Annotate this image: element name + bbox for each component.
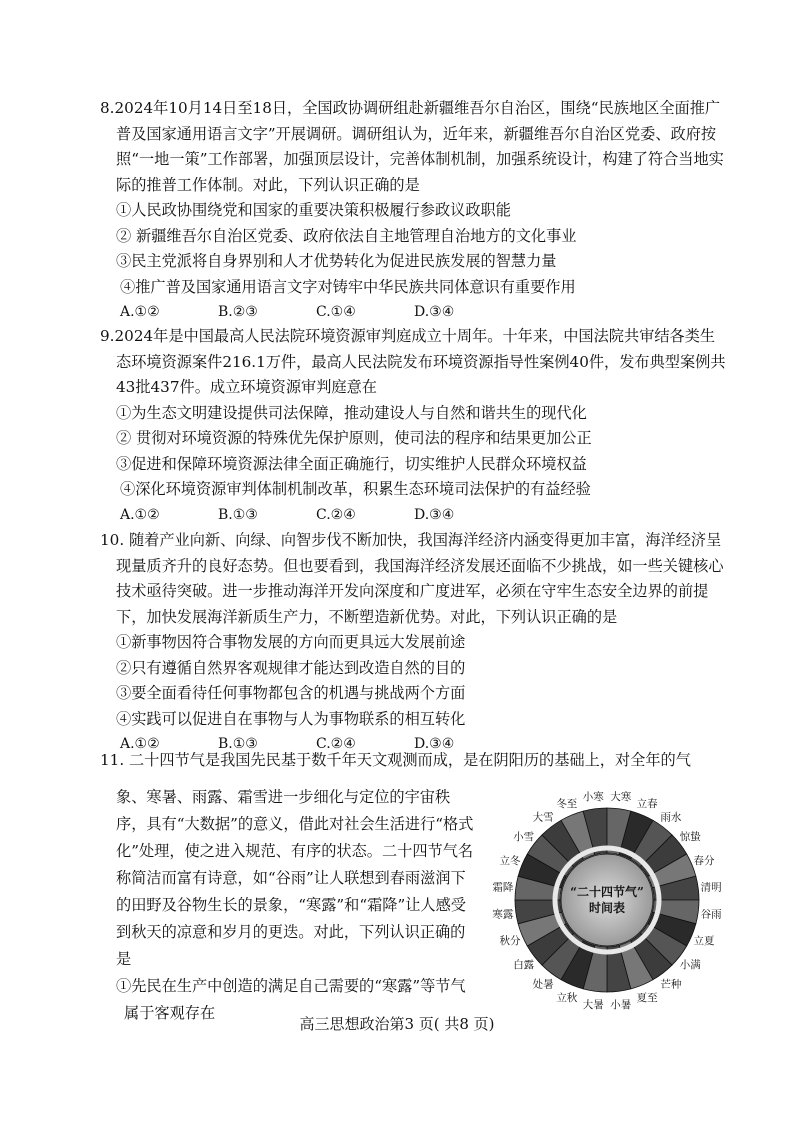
question-10 <box>100 528 730 758</box>
wheel-term-label: 大雪 <box>532 811 554 824</box>
wheel-term-label: 雨水 <box>660 811 682 824</box>
page-footer: 高三思想政治第3 页( 共8 页) <box>299 1015 495 1033</box>
wheel-term-label: 芒种 <box>660 978 682 991</box>
q8-option-4: ④推广普及国家通用语言文字对铸牢中华民族共同体意识有重要作用 <box>120 277 576 296</box>
wheel-term-label: 霜降 <box>492 881 514 894</box>
q11-stem-line1: 11. 二十四节气是我国先民基于数千年天文观测而成，是在阴阳历的基础上，对全年的气 <box>100 751 691 769</box>
wheel-term-label: 小满 <box>679 958 701 971</box>
q8-option-3: ③民主党派将自身界别和人才优势转化为促进民族发展的智慧力量 <box>116 252 557 270</box>
q8-option-2: ② 新疆维吾尔自治区党委、政府依法自主地管理自治地方的文化事业 <box>116 226 577 245</box>
wheel-center-title: “二十四节气” <box>570 885 644 899</box>
wheel-term-label: 惊蛰 <box>679 831 701 844</box>
wheel-term-label: 大暑 <box>582 999 604 1010</box>
question-8 <box>100 96 730 326</box>
q8-choices <box>100 300 730 326</box>
wheel-term-label: 立夏 <box>693 935 715 948</box>
wheel-term-label: 春分 <box>693 854 715 867</box>
wheel-term-label: 处暑 <box>532 978 554 991</box>
q8-option-1: ①人民政协围绕党和国家的重要决策积极履行参政议政职能 <box>116 201 511 219</box>
q10-option-1: ①新事物因符合事物发展的方向而更具远大发展前途 <box>116 633 466 651</box>
q9-option-4: ④深化环境资源审判体制机制改革，积累生态环境司法保护的有益经验 <box>120 480 591 498</box>
wheel-term-label: 立秋 <box>556 992 578 1005</box>
wheel-center <box>561 854 653 946</box>
wheel-term-label: 大寒 <box>610 790 632 803</box>
wheel-term-label: 立冬 <box>499 854 521 867</box>
q9-option-1: ①为生态文明建设提供司法保障，推动建设人与自然和谐共生的现代化 <box>116 403 587 422</box>
wheel-term-label: 白露 <box>513 958 535 971</box>
q9-choice-c: C.②④ <box>316 506 356 523</box>
q9-choice-a: A.①② <box>120 506 160 523</box>
q11-stem-rest: 象、寒暑、雨露、霜雪进一步细化与定位的宇宙秩序，具有“大数据”的意义，借此对社会生活进行“格式化”处理，使之进入规范、有序的状态。二十四节气名称简洁而富有诗意，如“谷雨”让人联想到春雨滋润下的田野及谷物生长的景象，“寒露”和“霜降”让人感受到秋天的凉意和岁月的更迭。对此，下列认识正确的是 <box>116 788 474 968</box>
q9-choices <box>100 503 730 529</box>
q10-choice-c: C.②④ <box>316 736 356 752</box>
wheel-term-label: 夏至 <box>636 992 658 1005</box>
wheel-term-label: 小暑 <box>610 999 632 1010</box>
wheel-term-label: 谷雨 <box>700 908 722 921</box>
q10-choice-d: D.③④ <box>414 736 455 752</box>
q9-choice-d: D.③④ <box>414 506 455 523</box>
wheel-term-label: 清明 <box>700 881 722 894</box>
wheel-center-subtitle: 时间表 <box>588 901 626 915</box>
q9-stem: 9.2024年是中国最高人民法院环境资源审判庭成立十周年。十年来，中国法院共审结各类生态环境资源案件216.1万件，最高人民法院发布环境资源指导性案例40件，发布典型案例共43批437件。成立环境资源审判庭意在 <box>100 327 726 396</box>
q9-choice-b: B.①③ <box>218 506 258 523</box>
q9-option-3: ③促进和保障环境资源法律全面正确施行，切实维护人民群众环境权益 <box>116 454 587 473</box>
q8-choice-a: A.①② <box>120 304 160 320</box>
wheel-term-label: 小寒 <box>582 790 604 803</box>
question-9 <box>100 324 730 528</box>
q10-option-4: ④实践可以促进自在事物与人为事物联系的相互转化 <box>116 709 466 728</box>
wheel-term-label: 秋分 <box>499 935 521 948</box>
wheel-term-label: 寒露 <box>492 908 514 921</box>
wheel-term-label: 冬至 <box>556 797 578 810</box>
q9-option-2: ② 贯彻对环境资源的特殊优先保护原则，使司法的程序和结果更加公正 <box>116 429 592 447</box>
q8-choice-d: D.③④ <box>414 304 455 320</box>
q10-choice-a: A.①② <box>120 736 160 752</box>
q10-choice-b: B.①③ <box>218 736 258 752</box>
solar-terms-wheel <box>492 780 722 1010</box>
wheel-term-label: 小雪 <box>513 831 535 844</box>
q8-choice-b: B.②③ <box>218 304 258 320</box>
q11-column-text <box>116 784 478 1027</box>
q10-option-3: ③要全面看待任何事物都包含的机遇与挑战两个方面 <box>116 684 466 702</box>
q10-option-2: ②只有遵循自然界客观规律才能达到改造自然的目的 <box>116 658 466 677</box>
q11-option-1: ①先民在生产中创造的满足自己需要的“寒露”等节气属于客观存在 <box>116 977 466 1022</box>
q10-stem: 10. 随着产业向新、向绿、向智步伐不断加快，我国海洋经济内涵变得更加丰富，海洋经济呈现量质齐升的良好态势。但也要看到，我国海洋经济发展还面临不少挑战，如一些关键核心技术亟待突破。进一步推动海洋开发向深度和广度进军，必须在守牢生态安全边界的前提下，加快发展海洋新质生产力，不断塑造新优势。对此，下列认识正确的是 <box>100 531 724 626</box>
q8-stem: 8.2024年10月14日至18日，全国政协调研组赴新疆维吾尔自治区，围绕“民族地区全面推广普及国家通用语言文字”开展调研。调研组认为，近年来，新疆维吾尔自治区党委、政府按照“一地一策”工作部署，加强顶层设计，完善体制机制，加强系统设计，构建了符合当地实际的推普工作体制。对此，下列认识正确的是 <box>100 99 724 194</box>
q8-choice-c: C.①④ <box>316 304 356 320</box>
wheel-term-label: 立春 <box>636 797 658 810</box>
